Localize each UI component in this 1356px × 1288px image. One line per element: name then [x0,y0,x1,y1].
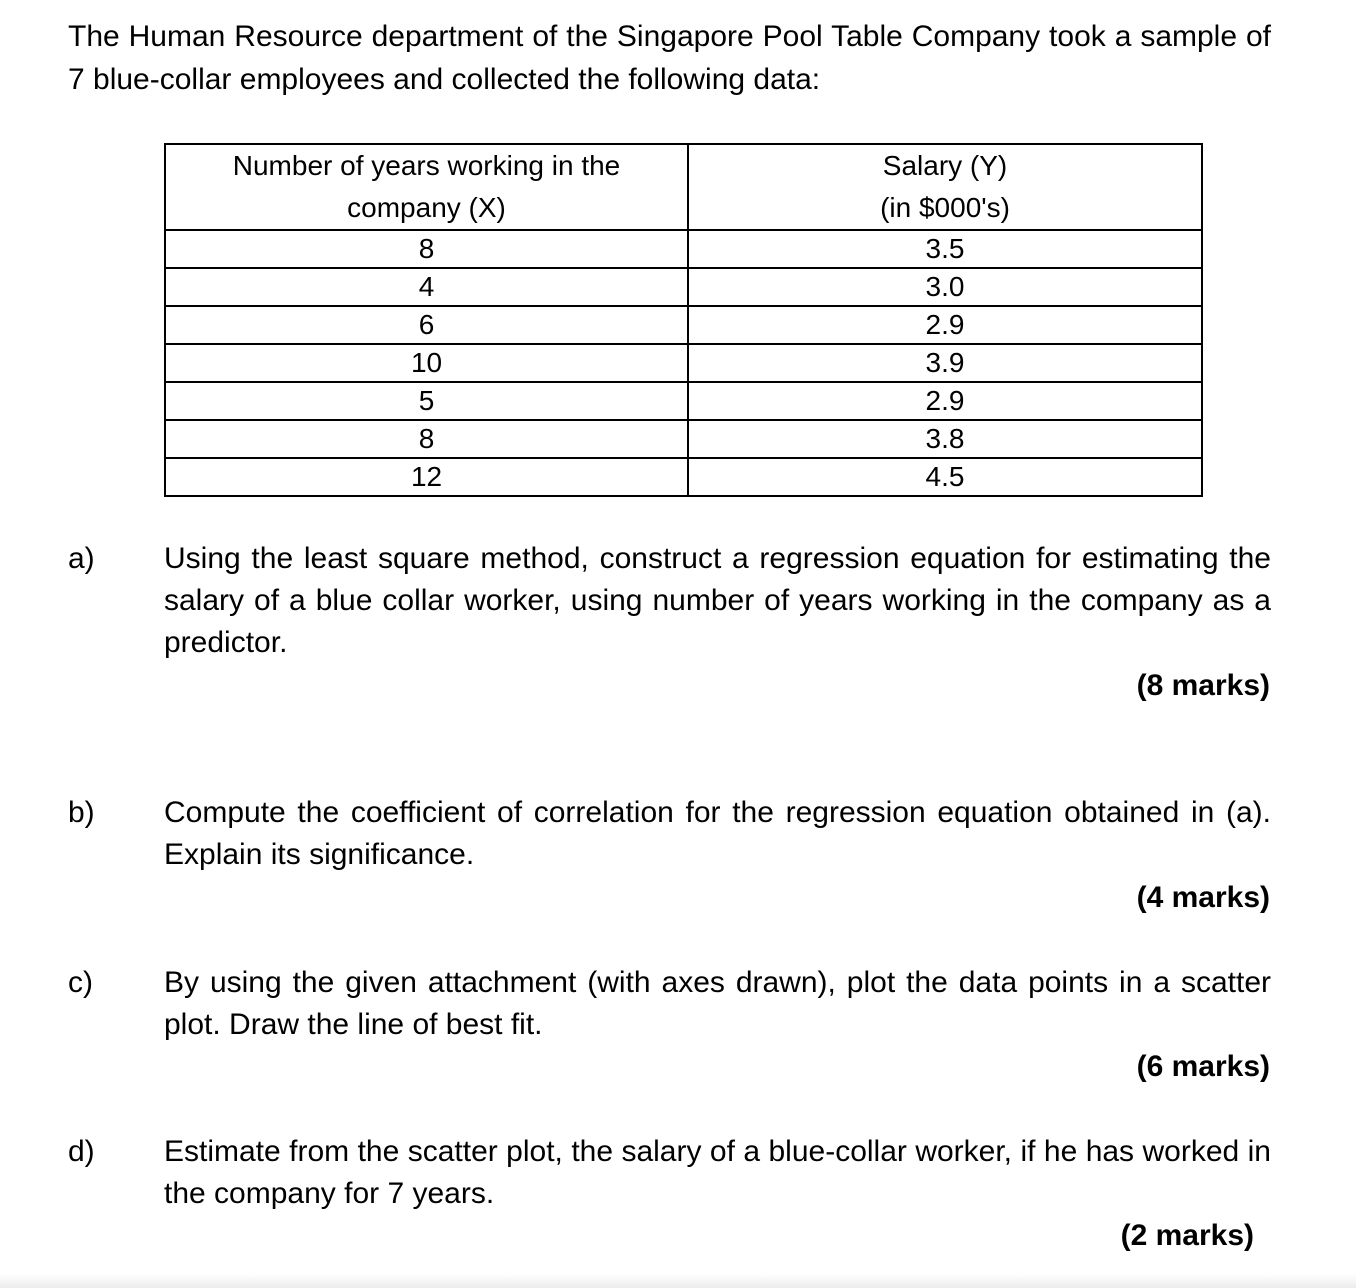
question-c-text: By using the given attachment (with axes drawn), plot the data points in a scatter plot. Draw the line of best fit. [164,966,1271,1041]
question-d-label: d) [68,1135,95,1168]
table-row [165,458,1202,496]
question-c-label: c) [68,966,93,999]
page-bottom-edge [0,1274,1356,1288]
years-cell: 12 [165,458,688,496]
years-cell: 6 [165,306,688,344]
years-cell: 10 [165,344,688,382]
salary-cell: 3.0 [688,268,1202,306]
header-years-line1: Number of years working in the [232,150,621,181]
question-d-marks: (2 marks) [1120,1219,1254,1252]
salary-cell: 4.5 [688,458,1202,496]
table-row [165,230,1202,268]
salary-cell: 3.9 [688,344,1202,382]
header-years-line2: company (X) [347,192,506,223]
salary-cell: 2.9 [688,306,1202,344]
table-row [165,382,1202,420]
question-b-label: b) [68,796,95,829]
intro-paragraph: The Human Resource department of the Singapore Pool Table Company took a sample of 7 blue-collar employees and collected the following data: [68,20,1271,96]
table-row [165,344,1202,382]
years-cell: 5 [165,382,688,420]
years-cell: 8 [165,230,688,268]
salary-cell: 2.9 [688,382,1202,420]
question-a-text: Using the least square method, construct a regression equation for estimating the salary of a blue collar worker, using number of years working in the company as a predictor. [164,542,1271,659]
table-row [165,420,1202,458]
table-header-row [165,144,1202,230]
table-row [165,306,1202,344]
years-cell: 8 [165,420,688,458]
years-cell: 4 [165,268,688,306]
header-salary-line1: Salary (Y) [882,150,1008,181]
question-d-text: Estimate from the scatter plot, the salary of a blue-collar worker, if he has worked in the company for 7 years. [164,1135,1271,1210]
header-salary [688,144,1202,230]
header-years [165,144,688,230]
data-table [164,143,1203,497]
question-a-label: a) [68,542,95,575]
question-b-text: Compute the coefficient of correlation for the regression equation obtained in (a). Explain its significance. [164,796,1271,871]
salary-cell: 3.8 [688,420,1202,458]
salary-cell: 3.5 [688,230,1202,268]
table-row [165,268,1202,306]
question-c-marks: (6 marks) [1136,1050,1270,1083]
header-salary-line2: (in $000's) [880,192,1010,223]
question-b-marks: (4 marks) [1136,881,1270,914]
question-a-marks: (8 marks) [1136,669,1270,702]
